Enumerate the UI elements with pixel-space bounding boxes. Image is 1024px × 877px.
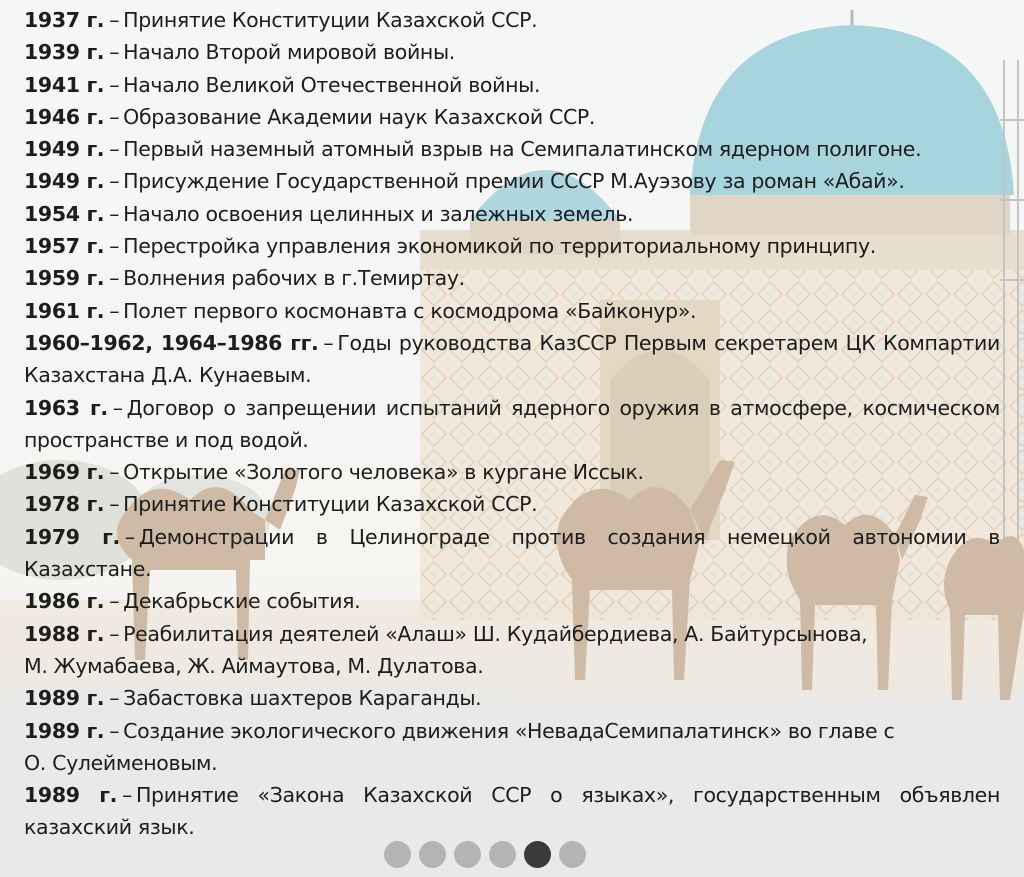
entry-separator: –: [109, 266, 120, 291]
entry-separator: –: [109, 169, 120, 194]
entry-separator: –: [109, 201, 120, 226]
entry-year: 1959 г.: [24, 266, 105, 291]
entry-separator: –: [109, 589, 120, 614]
entry-year: 1989 г.: [24, 718, 105, 743]
timeline-entry: [24, 198, 1000, 230]
timeline-entry: [24, 101, 1000, 133]
entry-text-continued: О. Сулейменовым.: [24, 750, 218, 775]
entry-separator: –: [124, 524, 135, 549]
entry-text: Полет первого космонавта с космодрома «Байконур».: [123, 298, 697, 323]
entry-separator: –: [109, 460, 120, 485]
timeline-entry: [24, 715, 1000, 780]
entry-separator: –: [109, 8, 120, 32]
entry-year: 1949 г.: [24, 169, 105, 194]
entry-text: Начало Второй мировой войны.: [123, 40, 455, 65]
entry-separator: –: [109, 298, 120, 323]
timeline-entry: [24, 295, 1000, 327]
entry-year: 1989 г.: [24, 783, 118, 808]
entry-text: Начало освоения целинных и залежных земель.: [123, 201, 634, 226]
pager-dot-5[interactable]: [524, 841, 551, 868]
entry-text: Забастовка шахтеров Караганды.: [123, 686, 482, 711]
entry-text: Волнения рабочих в г.Темиртау.: [123, 266, 465, 291]
entry-text: Реабилитация деятелей «Алаш» Ш. Кудайбердиева, А. Байтурсынова,: [123, 621, 868, 646]
entry-separator: –: [109, 72, 120, 97]
entry-year: 1978 г.: [24, 492, 105, 517]
entry-text: Договор о запрещении испытаний ядерного оружия в атмосфере, космическом пространстве и под водой.: [24, 395, 1000, 452]
pager-dot-6[interactable]: [559, 841, 586, 868]
entry-year: 1939 г.: [24, 40, 105, 65]
timeline-list: [24, 4, 1000, 844]
pager-dot-1[interactable]: [384, 841, 411, 868]
entry-year: 1937 г.: [24, 8, 105, 32]
entry-year: 1979 г.: [24, 524, 120, 549]
entry-text: Начало Великой Отечественной войны.: [123, 72, 541, 97]
entry-year: 1941 г.: [24, 72, 105, 97]
pager-dot-2[interactable]: [419, 841, 446, 868]
entry-text: Принятие «Закона Казахской ССР о языках», государственным объявлен казахский язык.: [24, 783, 1001, 840]
entry-year: 1963 г.: [24, 395, 108, 420]
timeline-entry: [24, 521, 1000, 586]
timeline-entry: [24, 392, 1000, 457]
timeline-entry: [24, 133, 1000, 165]
entry-text: Годы руководства КазССР Первым секретарем ЦК Компартии Казахстана Д.А. Кунаевым.: [24, 330, 1000, 388]
entry-separator: –: [112, 395, 123, 420]
entry-text: Принятие Конституции Казахской ССР.: [123, 492, 538, 517]
entry-separator: –: [323, 330, 334, 355]
entry-text: Создание экологического движения «НевадаСемипалатинск» во главе с: [123, 718, 895, 743]
entry-year: 1986 г.: [24, 589, 105, 614]
timeline-entry: [24, 4, 1000, 36]
entry-text: Принятие Конституции Казахской ССР.: [123, 8, 538, 32]
timeline-entry: [24, 779, 1000, 844]
entry-separator: –: [122, 783, 132, 808]
timeline-entry: [24, 262, 1000, 294]
timeline-entry: [24, 327, 1000, 392]
entry-year: 1949 г.: [24, 137, 105, 162]
entry-separator: –: [109, 686, 120, 711]
entry-separator: –: [109, 718, 120, 743]
entry-text: Образование Академии наук Казахской ССР.: [123, 104, 596, 129]
entry-year: 1954 г.: [24, 201, 105, 226]
entry-year: 1960–1962, 1964–1986 гг.: [24, 330, 319, 355]
timeline-entry: [24, 488, 1000, 520]
timeline-entry: [24, 682, 1000, 714]
entry-separator: –: [109, 137, 120, 162]
carousel-pager: [384, 841, 586, 869]
entry-year: 1961 г.: [24, 298, 105, 323]
entry-year: 1989 г.: [24, 686, 105, 711]
entry-year: 1957 г.: [24, 234, 105, 259]
entry-separator: –: [109, 104, 120, 129]
entry-separator: –: [109, 621, 120, 646]
timeline-entry: [24, 230, 1000, 262]
entry-text: Первый наземный атомный взрыв на Семипалатинском ядерном полигоне.: [123, 137, 922, 162]
entry-separator: –: [109, 492, 120, 517]
entry-text-continued: М. Жумабаева, Ж. Аймаутова, М. Дулатова.: [24, 653, 484, 678]
timeline-entry: [24, 36, 1000, 68]
entry-text: Демонстрации в Целинограде против создания немецкой автономии в Казахстане.: [24, 524, 1000, 582]
timeline-entry: [24, 69, 1000, 101]
entry-separator: –: [109, 234, 120, 259]
entry-text: Присуждение Государственной премии СССР М.Ауэзову за роман «Абай».: [123, 169, 905, 194]
entry-separator: –: [109, 40, 120, 65]
entry-year: 1988 г.: [24, 621, 105, 646]
timeline-entry: [24, 165, 1000, 197]
timeline-entry: [24, 585, 1000, 617]
entry-text: Декабрьские события.: [123, 589, 361, 614]
entry-text: Открытие «Золотого человека» в кургане Иссык.: [123, 460, 644, 485]
timeline-entry: [24, 456, 1000, 488]
timeline-entry: [24, 618, 1000, 683]
entry-year: 1969 г.: [24, 460, 105, 485]
entry-year: 1946 г.: [24, 104, 105, 129]
pager-dot-3[interactable]: [454, 841, 481, 868]
entry-text: Перестройка управления экономикой по территориальному принципу.: [123, 234, 876, 259]
pager-dot-4[interactable]: [489, 841, 516, 868]
